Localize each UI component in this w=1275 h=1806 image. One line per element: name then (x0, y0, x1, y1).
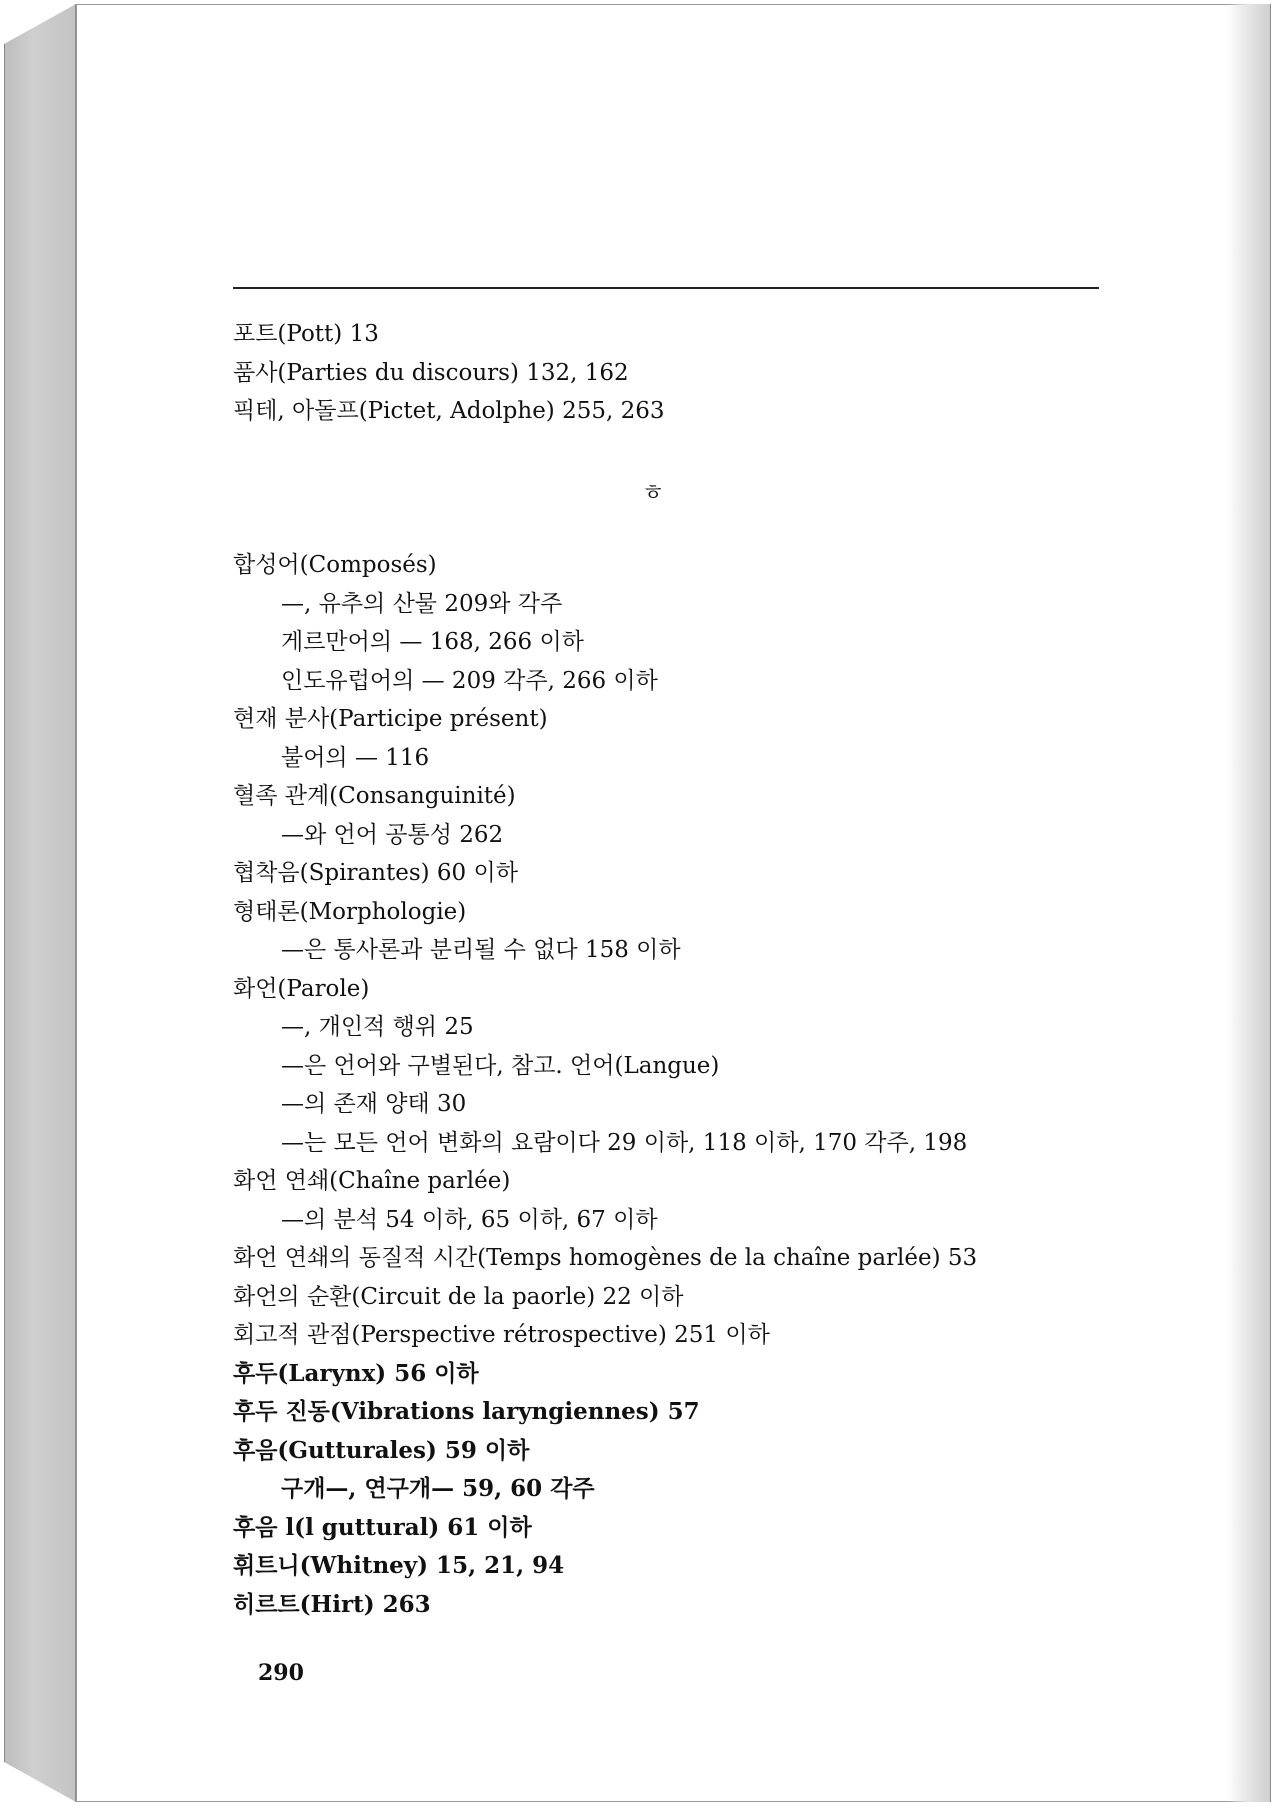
index-subentry: 인도유럽어의 — 209 각주, 266 이하 (281, 667, 658, 694)
index-entry: 화언 연쇄(Chaîne parlée) (233, 1168, 511, 1194)
index-entry: 현재 분사(Participe présent) (233, 706, 548, 732)
index-subentry: —, 유추의 산물 209와 각주 (281, 590, 563, 617)
index-subentry: —의 존재 양태 30 (281, 1091, 467, 1117)
index-subentry: —은 언어와 구별된다, 참고. 언어(Langue) (281, 1052, 720, 1079)
index-entry: 협착음(Spirantes) 60 이하 (233, 860, 518, 886)
index-entry: 혈족 관계(Consanguinité) (233, 783, 516, 809)
index-entry: 형태론(Morphologie) (233, 898, 467, 925)
index-entry: 화언의 순환(Circuit de la paorle) 22 이하 (233, 1283, 684, 1310)
index-subentry: —의 분석 54 이하, 65 이하, 67 이하 (281, 1206, 658, 1233)
section-letter-heading: ㅎ (641, 480, 665, 506)
index-list (233, 315, 1163, 1624)
index-subentry: 게르만어의 — 168, 266 이하 (281, 629, 584, 655)
index-entry: 휘트니(Whitney) 15, 21, 94 (233, 1552, 565, 1579)
index-entry: 후음(Gutturales) 59 이하 (233, 1436, 530, 1464)
index-entry: 후두 진동(Vibrations laryngiennes) 57 (233, 1398, 700, 1425)
header-rule (233, 287, 1099, 289)
index-subentry: —는 모든 언어 변화의 요람이다 29 이하, 118 이하, 170 각주, 198 (281, 1129, 968, 1156)
index-subentry: 불어의 — 116 (281, 744, 430, 771)
index-entry: 회고적 관점(Perspective rétrospective) 251 이하 (233, 1322, 770, 1348)
index-entry: 화언(Parole) (233, 975, 370, 1002)
index-entry: 품사(Parties du discours) 132, 162 (233, 359, 629, 386)
section-spacer (233, 431, 1163, 470)
index-entry: 후음 l(l guttural) 61 이하 (233, 1513, 532, 1541)
index-entry: 화언 연쇄의 동질적 시간(Temps homogènes de la chaîne parlée) 53 (233, 1245, 978, 1271)
index-entry: 픽테, 아돌프(Pictet, Adolphe) 255, 263 (233, 398, 665, 424)
index-subentry: —, 개인적 행위 25 (281, 1014, 474, 1040)
index-entry: 합성어(Composés) (233, 552, 437, 578)
index-entry: 포트(Pott) 13 (233, 321, 379, 347)
index-entry: 히르트(Hirt) 263 (233, 1590, 431, 1618)
book-page-edge-shadow (1226, 4, 1271, 1802)
index-subentry: —은 통사론과 분리될 수 없다 158 이하 (281, 937, 681, 963)
book-spine (4, 4, 76, 1802)
index-entry: 후두(Larynx) 56 이하 (233, 1359, 479, 1387)
index-subentry: 구개—, 연구개— 59, 60 각주 (281, 1475, 595, 1502)
page-number: 290 (258, 1660, 304, 1686)
index-subentry: —와 언어 공통성 262 (281, 821, 504, 848)
